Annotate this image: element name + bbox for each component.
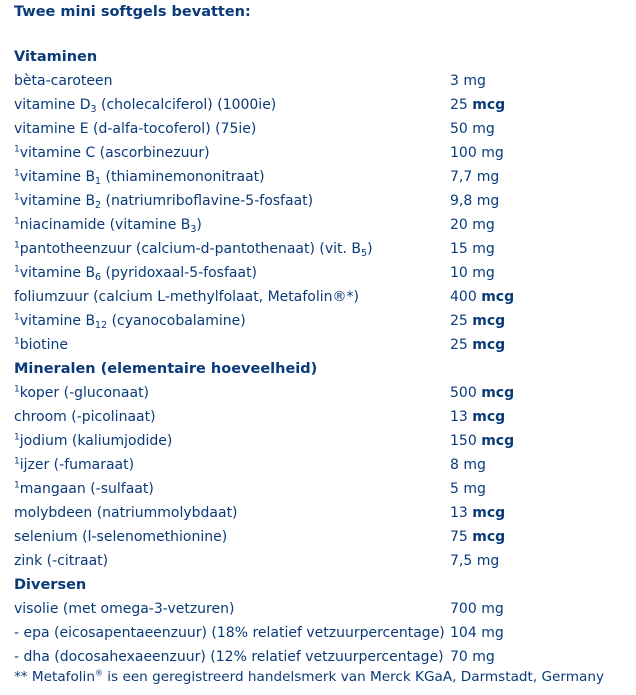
nutrient-row (14, 453, 630, 477)
nutrient-name (14, 381, 149, 405)
nutrient-subscript: 12 (95, 320, 108, 331)
nutrient-name-text: vitamine C (ascorbinezuur) (19, 145, 210, 161)
nutrient-amount (450, 549, 499, 573)
nutrient-name-text: vitamine B (19, 313, 96, 329)
amount-unit: mg (481, 601, 504, 617)
nutrient-amount (450, 525, 505, 549)
footnote-marker: 1 (14, 480, 20, 491)
nutrient-amount (450, 501, 505, 525)
nutrient-name-text: - epa (eicosapentaeenzuur) (18% relatief vetzuurpercentage) (14, 625, 445, 641)
footnote-marker: 1 (14, 456, 20, 467)
nutrient-amount (450, 477, 486, 501)
amount-unit: mcg (472, 505, 506, 521)
nutrient-name (14, 333, 68, 357)
nutrient-row (14, 477, 630, 501)
amount-unit: mcg (472, 313, 506, 329)
nutrient-name-suffix: (cyanocobalamine) (107, 313, 246, 329)
nutrient-row (14, 117, 630, 141)
amount-unit: mcg (481, 385, 515, 401)
amount-value: 70 (450, 649, 468, 665)
nutrient-name (14, 549, 108, 573)
footnote-registered-mark: ® (94, 668, 103, 678)
footnote (14, 665, 604, 689)
nutrient-amount (450, 381, 514, 405)
nutrient-name-text: koper (-gluconaat) (19, 385, 150, 401)
nutrient-name (14, 453, 134, 477)
nutrient-amount (450, 189, 499, 213)
nutrient-name-suffix: (natriumriboflavine-5-fosfaat) (101, 193, 314, 209)
footnote-marker: 1 (14, 192, 20, 203)
amount-unit: mg (481, 145, 504, 161)
amount-unit: mg (463, 73, 486, 89)
nutrient-amount (450, 141, 504, 165)
amount-unit: mg (472, 241, 495, 257)
footnote-marker: 1 (14, 168, 20, 179)
nutrient-name (14, 261, 257, 285)
nutrient-name (14, 189, 313, 213)
nutrient-subscript: 6 (95, 272, 102, 283)
amount-unit: mg (476, 193, 500, 209)
nutrient-name (14, 597, 234, 621)
nutrient-name-text: pantotheenzuur (calcium-d-pantothenaat) (vit. B (19, 241, 362, 257)
footnote-marker: 1 (14, 264, 20, 275)
amount-value: 100 (450, 145, 477, 161)
nutrient-name (14, 405, 156, 429)
amount-unit: mg (463, 457, 486, 473)
amount-unit: mcg (472, 337, 506, 353)
nutrient-name-text: chroom (-picolinaat) (14, 409, 156, 425)
nutrient-amount (450, 93, 505, 117)
amount-unit: mcg (472, 529, 506, 545)
nutrient-name-text: vitamine E (d-alfa-tocoferol) (75ie) (14, 121, 257, 137)
section-heading: Diversen (14, 577, 87, 593)
amount-unit: mcg (481, 289, 515, 305)
footnote-marker: 1 (14, 312, 20, 323)
nutrient-amount (450, 429, 514, 453)
nutrient-name-text: selenium (l-selenomethionine) (14, 529, 228, 545)
nutrient-row (14, 381, 630, 405)
amount-value: 3 (450, 73, 459, 89)
nutrient-name-text: - dha (docosahexaeenzuur) (12% relatief vetzuurpercentage) (14, 649, 444, 665)
amount-value: 9,8 (450, 193, 473, 209)
nutrient-name-suffix: (thiaminemononitraat) (101, 169, 265, 185)
nutrient-row (14, 237, 630, 261)
amount-unit: mcg (472, 409, 506, 425)
nutrient-name-text: visolie (met omega-3-vetzuren) (14, 601, 235, 617)
nutrient-name (14, 477, 154, 501)
amount-unit: mg (481, 625, 504, 641)
nutrient-name-text: vitamine D (14, 97, 91, 113)
nutrient-name (14, 501, 238, 525)
nutrient-row (14, 261, 630, 285)
amount-value: 50 (450, 121, 468, 137)
nutrient-subscript: 1 (95, 176, 102, 187)
footnote-marker: 1 (14, 384, 20, 395)
nutrient-name-text: zink (-citraat) (14, 553, 109, 569)
amount-unit: mcg (481, 433, 515, 449)
nutrient-name (14, 213, 202, 237)
nutrient-amount (450, 213, 495, 237)
nutrient-row (14, 189, 630, 213)
amount-value: 15 (450, 241, 468, 257)
nutrient-row (14, 597, 630, 621)
amount-unit: mg (476, 169, 500, 185)
footnote-marker: 1 (14, 144, 20, 155)
nutrient-name-text: vitamine B (19, 193, 96, 209)
nutrient-name (14, 141, 210, 165)
amount-unit: mg (472, 649, 495, 665)
nutrient-name (14, 165, 265, 189)
nutrient-name-text: foliumzuur (calcium L-methylfolaat, Metafolin®*) (14, 289, 359, 305)
amount-value: 700 (450, 601, 477, 617)
nutrient-row (14, 549, 630, 573)
nutrient-name (14, 237, 373, 261)
amount-value: 7,5 (450, 553, 473, 569)
footnote-marker: 1 (14, 432, 20, 443)
nutrient-row (14, 69, 630, 93)
nutrient-name-text: ijzer (-fumaraat) (19, 457, 135, 473)
amount-unit: mg (472, 121, 495, 137)
footnote-text: is een geregistreerd handelsmerk van Merck KGaA, Darmstadt, Germany (102, 669, 604, 685)
nutrient-row (14, 333, 630, 357)
amount-value: 10 (450, 265, 468, 281)
nutrient-name (14, 93, 276, 117)
section-heading: Mineralen (elementaire hoeveelheid) (14, 361, 318, 377)
nutrient-name-text: molybdeen (natriummolybdaat) (14, 505, 238, 521)
nutrient-name (14, 525, 227, 549)
amount-value: 75 (450, 529, 468, 545)
nutrient-row (14, 309, 630, 333)
amount-value: 13 (450, 409, 468, 425)
nutrient-name (14, 621, 445, 645)
amount-value: 25 (450, 97, 468, 113)
nutrient-amount (450, 69, 486, 93)
nutrient-amount (450, 117, 495, 141)
footnote-marker: 1 (14, 216, 20, 227)
nutrient-subscript: 2 (95, 200, 102, 211)
nutrient-name-text: mangaan (-sulfaat) (19, 481, 154, 497)
nutrient-name (14, 429, 172, 453)
amount-unit: mg (472, 217, 495, 233)
nutrient-row (14, 429, 630, 453)
nutrient-name-text: vitamine B (19, 265, 96, 281)
nutrient-subscript: 5 (361, 248, 368, 259)
nutrient-amount (450, 237, 495, 261)
nutrient-name-text: niacinamide (vitamine B (19, 217, 191, 233)
nutrient-name-suffix: ) (196, 217, 202, 233)
nutrient-row (14, 405, 630, 429)
amount-value: 400 (450, 289, 477, 305)
amount-value: 104 (450, 625, 477, 641)
page-title: Twee mini softgels bevatten: (14, 4, 251, 20)
nutrient-amount (450, 261, 495, 285)
nutrient-amount (450, 597, 504, 621)
nutrient-name (14, 309, 246, 333)
nutrient-row (14, 525, 630, 549)
nutrient-amount (450, 405, 505, 429)
nutrient-name (14, 285, 359, 309)
amount-unit: mg (476, 553, 500, 569)
nutrient-subscript: 3 (90, 104, 97, 115)
nutrient-row (14, 165, 630, 189)
amount-value: 150 (450, 433, 477, 449)
nutrient-name (14, 69, 113, 93)
nutrient-row (14, 501, 630, 525)
amount-unit: mg (472, 265, 495, 281)
footnote-prefix: ** Metafolin (14, 669, 95, 685)
amount-value: 5 (450, 481, 459, 497)
nutrient-amount (450, 453, 486, 477)
section-heading: Vitaminen (14, 49, 98, 65)
nutrient-amount (450, 621, 504, 645)
nutrient-amount (450, 333, 505, 357)
amount-value: 500 (450, 385, 477, 401)
amount-unit: mg (463, 481, 486, 497)
amount-value: 25 (450, 313, 468, 329)
nutrient-name-suffix: (pyridoxaal-5-fosfaat) (101, 265, 258, 281)
nutrient-name-text: biotine (19, 337, 68, 353)
nutrient-amount (450, 285, 514, 309)
amount-value: 13 (450, 505, 468, 521)
amount-value: 8 (450, 457, 459, 473)
nutrient-amount (450, 165, 499, 189)
nutrient-table (14, 45, 630, 669)
nutrient-subscript: 3 (190, 224, 197, 235)
amount-unit: mcg (472, 97, 506, 113)
nutrient-row (14, 141, 630, 165)
nutrient-row (14, 213, 630, 237)
nutrient-amount (450, 309, 505, 333)
nutrient-name-suffix: ) (367, 241, 373, 257)
nutrient-name-text: jodium (kaliumjodide) (19, 433, 173, 449)
footnote-marker: 1 (14, 336, 20, 347)
nutrient-name-text: vitamine B (19, 169, 96, 185)
nutrient-row (14, 93, 630, 117)
amount-value: 7,7 (450, 169, 473, 185)
nutrient-name-suffix: (cholecalciferol) (1000ie) (96, 97, 277, 113)
nutrient-name (14, 117, 256, 141)
nutrient-name-text: bèta-caroteen (14, 73, 113, 89)
amount-value: 25 (450, 337, 468, 353)
footnote-marker: 1 (14, 240, 20, 251)
nutrient-row (14, 285, 630, 309)
amount-value: 20 (450, 217, 468, 233)
nutrient-row (14, 621, 630, 645)
